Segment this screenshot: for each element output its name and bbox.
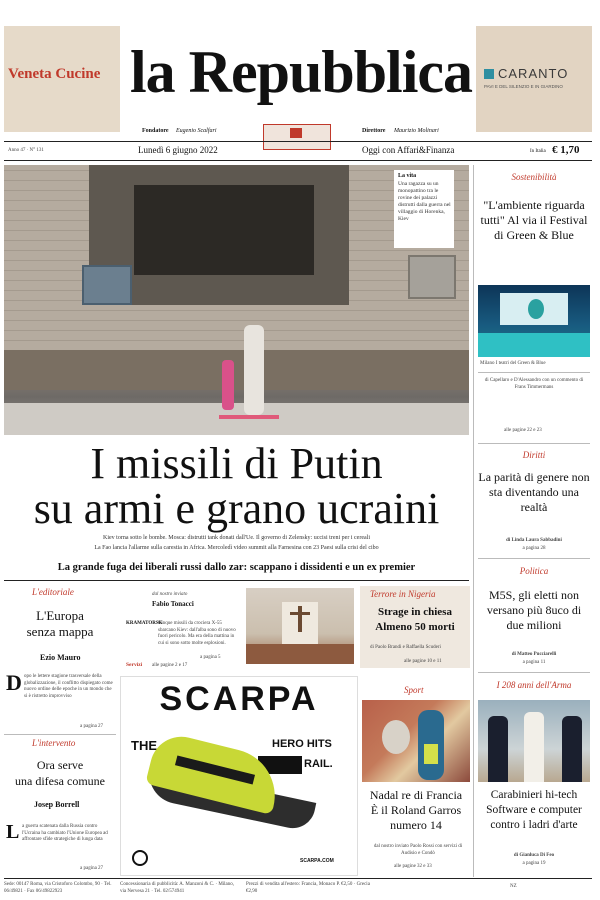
footer-col-1: Sede: 00147 Roma, via Cristoforo Colombo, 90 · Tel. 06/49821 · Fax 06/49822923: [4, 882, 112, 894]
left-ad-text: Veneta Cucine: [8, 66, 101, 82]
correspondent-servizi: Servizi: [126, 662, 143, 668]
sidebar-divider: [473, 165, 474, 877]
church-floor: [246, 644, 354, 664]
correspondent-servizi-page: alle pagine 2 e 17: [152, 663, 188, 668]
intervento-author: Josep Borrell: [34, 800, 80, 809]
sidebar-rule-2: [478, 443, 590, 444]
price: € 1,70: [552, 144, 580, 156]
emblem-mark-icon: [290, 128, 302, 138]
sidebar-story-1-page: alle pagine 22 e 23: [504, 428, 542, 433]
stage-floor: [478, 333, 590, 357]
correspondent-name: Fabio Tonacci: [152, 600, 194, 608]
director-name: Maurizio Molinari: [394, 128, 439, 134]
church-photo[interactable]: [246, 588, 354, 664]
masthead-rule-top: [4, 141, 592, 142]
scarpa-tagline-1: THE: [131, 738, 157, 753]
issue-date: Lunedì 6 giugno 2022: [138, 145, 218, 155]
sidebar-story-2-title[interactable]: La parità di genere non sta diventando una realtà: [478, 470, 590, 514]
intervento-page: a pagina 27: [80, 866, 104, 871]
editoriale-title-1[interactable]: L'Europa: [36, 608, 84, 623]
sidebar-story-2-page: a pagina 28: [522, 546, 546, 551]
intervento-body: a guerra scatenata dalla Russia contro l'Ucraina ha cambiato l'Unione Europea ad affrontare sfide strategiche di lunga data: [22, 824, 108, 842]
sidebar-story-4-photo[interactable]: [478, 700, 590, 782]
girl-figure: [244, 325, 264, 415]
scarpa-tagline-2: HERO HITS: [272, 738, 332, 750]
newspaper-title[interactable]: la Repubblica: [129, 39, 473, 105]
cross-icon: [298, 606, 302, 632]
sport-title-2[interactable]: È il Roland Garros: [370, 803, 462, 817]
sidebar-story-1-authors: di Capellaro e D'Alessandro con un commento di Frans Timmermans: [484, 378, 584, 390]
footer-col-4: NZ: [510, 884, 517, 889]
sidebar-story-4-page: a pagina 19: [522, 861, 546, 866]
nigeria-authors: di Paolo Brandi e Raffaella Scuderi: [370, 645, 441, 650]
carabiniere-2: [562, 716, 582, 782]
masthead-rule-bottom: [4, 160, 592, 161]
nigeria-section: Terrore in Nigeria: [370, 589, 436, 599]
editoriale-body: opo le lettere stagione trasversale della globalizzazione, il conflitto dispiegato come nuovo ordine delle epoche in un mondo che si è ristretto improvviso: [24, 674, 113, 699]
window-left: [82, 265, 132, 305]
sport-section: Sport: [404, 685, 424, 695]
sidebar-section-arma: I 208 anni dell'Arma: [496, 680, 572, 690]
footer-rule: [4, 878, 592, 879]
road: [4, 403, 469, 435]
editoriale-page: a pagina 27: [80, 724, 104, 729]
main-subhead-1: Kiev torna sotto le bombe. Mosca: distrutti tank donati dall'Ue. Il governo di Zelensky: uccisi treni per i cereali: [102, 535, 370, 541]
sport-page: alle pagine 32 e 33: [394, 864, 432, 869]
issue-info: Anno 47 · N° 131: [8, 148, 44, 153]
ruin-opening-inner: [134, 185, 314, 275]
stage-screen-figure: [528, 299, 544, 319]
nigeria-page: alle pagine 10 e 11: [404, 659, 442, 664]
correspondent-page: a pagina 5: [200, 655, 221, 660]
sport-photo[interactable]: [362, 700, 470, 782]
sidebar-story-1-photo[interactable]: [478, 285, 590, 357]
director-label: Direttore: [362, 128, 386, 134]
sidebar-section-diritti: Diritti: [522, 450, 546, 460]
nigeria-title-1[interactable]: Strage in chiesa: [378, 606, 452, 618]
kicker-rule: [4, 580, 469, 581]
correspondent-label: dal nostro inviato: [152, 592, 188, 597]
main-headline-line-2[interactable]: su armi e grano ucraini: [33, 484, 440, 533]
sidebar-rule-3: [478, 558, 590, 559]
scarpa-logo-icon: [132, 850, 148, 866]
editoriale-section: L'editoriale: [32, 587, 74, 597]
main-subhead-2: La Fao lancia l'allarme sulla carestia in Africa. Mercoledì video summit alla Farnesina con 23 Paesi sulla crisi del cibo: [94, 545, 379, 551]
sidebar-story-4-title[interactable]: Carabinieri hi-tech Software e computer contro i ladri d'arte: [486, 789, 582, 831]
intervento-title-2[interactable]: una difesa comune: [15, 774, 105, 788]
window-right: [408, 255, 456, 299]
sidebar-story-2-author: di Linda Laura Sabbadini: [506, 538, 562, 543]
sidebar-story-1-title[interactable]: "L'ambiente riguarda tutti" Al via il Festival di Green & Blue: [480, 198, 588, 242]
main-kicker[interactable]: La grande fuga dei liberali russi dallo zar: scappano i dissidenti e un ex premier: [57, 562, 416, 573]
woman-figure: [524, 712, 544, 782]
sidebar-rule-4: [478, 672, 590, 673]
editoriale-dropcap: D: [6, 670, 22, 695]
hero-caption-title: La vita: [398, 173, 417, 179]
sidebar-story-3-page: a pagina 11: [522, 660, 546, 665]
supplement-insert[interactable]: Oggi con Affari&Finanza: [362, 145, 455, 155]
scarpa-tagline-3: RAIL.: [304, 758, 333, 770]
intervento-dropcap: L: [6, 821, 20, 843]
right-ad-text: CARANTO: [498, 66, 569, 81]
founder-name: Eugenio Scalfari: [176, 128, 217, 134]
correspondent-body: Cinque missili da crociera X-55 sbarcano Kiev: dall'alba sono di nuovo fuori pericolo. Ma era della mattina in cui si sono sotto molte esplosioni.: [158, 621, 236, 646]
rubble: [4, 350, 469, 390]
editoriale-author: Ezio Mauro: [40, 653, 81, 662]
sidebar-story-3-author: di Matteo Pucciarelli: [511, 652, 557, 657]
carabiniere-1: [488, 716, 508, 782]
sport-title-1[interactable]: Nadal re di Francia: [369, 788, 463, 802]
footer-col-3: Prezzi di vendita all'estero: Francia, Monaco P. €2,50 · Grecia €2,90: [246, 882, 370, 894]
right-ad-subtext: PAVI E DEL SILENZIO E IN GIARDINO: [484, 84, 563, 89]
sidebar-story-1-caption: Milano I teatri del Green & Blue: [480, 361, 546, 366]
sport-authors: dal nostro inviato Paolo Rossi con servizi di Audisio e Condò: [373, 844, 463, 856]
editoriale-rule: [4, 734, 116, 735]
scarpa-url: SCARPA.COM: [300, 858, 334, 864]
editoriale-title-2[interactable]: senza mappa: [26, 624, 94, 639]
main-headline-line-1[interactable]: I missili di Putin: [90, 439, 383, 488]
sidebar-story-3-title[interactable]: M5S, gli eletti non versano più 8uco di due milioni: [486, 588, 582, 632]
scooter: [219, 415, 279, 419]
correspondent-place: KRAMATORSK: [126, 621, 163, 626]
founder-label: Fondatore: [142, 128, 169, 134]
hero-caption: Una ragazza su un monopattino tra le rovine dei palazzi distrutti dalla guerra nel villaggio di Horenka, Kiev: [398, 181, 451, 222]
scarpa-brand: SCARPA: [159, 680, 319, 718]
price-label: In Italia: [530, 149, 546, 154]
child-figure: [222, 360, 234, 410]
footer-col-2: Concessionaria di pubblicità: A. Manzoni & C. · Milano, via Nervesa 21 · Tel. 02/574941: [120, 882, 235, 894]
cross-bar: [290, 612, 310, 615]
sport-title-3[interactable]: numero 14: [390, 818, 442, 832]
intervento-section: L'intervento: [32, 738, 76, 748]
sidebar-section-sostenibilita: Sostenibilità: [511, 172, 557, 182]
shirt-accent: [424, 744, 438, 764]
sidebar-section-politica: Politica: [519, 566, 549, 576]
nigeria-title-2[interactable]: Almeno 50 morti: [375, 621, 455, 633]
intervento-title-1[interactable]: Ora serve: [36, 758, 84, 772]
right-ad-logo-icon: [484, 69, 494, 79]
sidebar-story-4-author: di Gianluca Di Feo: [513, 853, 555, 858]
sidebar-rule-1: [478, 372, 590, 373]
trophy: [382, 720, 410, 754]
